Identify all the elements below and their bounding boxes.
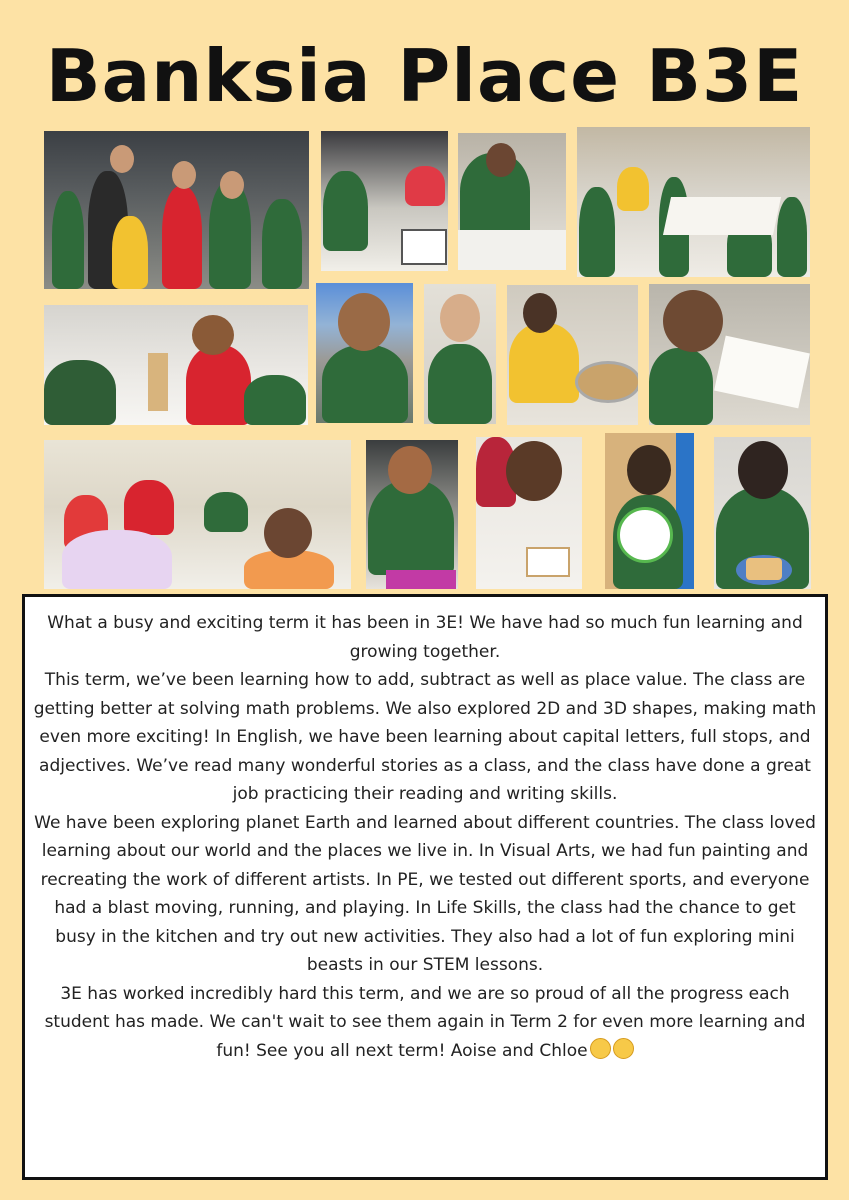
block-tower-photo bbox=[44, 305, 308, 425]
art-student-photo bbox=[366, 440, 458, 589]
fairy-bread-photo bbox=[714, 437, 811, 589]
page-title: Banksia Place B3E bbox=[45, 34, 804, 118]
intro-paragraph: What a busy and exciting term it has been in 3E! We have had so much fun learning and growing together. bbox=[47, 613, 803, 662]
closing-text: 3E has worked incredibly hard this term, and we are so proud of all the progress each student has made. We can't wait to see them again in Term 2 for even more learning and fun! See you all next term! Aoise and Chloe bbox=[44, 983, 806, 1061]
smile-emoji-icon bbox=[590, 1038, 611, 1059]
activities-paragraph: We have been exploring planet Earth and learned about different countries. The class loved learning about our world and the places we live in. In Visual Arts, we had fun painting and recreating the work of different artists. In PE, we tested out different sports, and everyone had a blast moving, running, and playing. In Life Skills, the class had the chance to get busy in the kitchen and try out new activities. They also had a lot of fun exploring mini beasts in our STEM lessons. bbox=[34, 812, 816, 975]
worksheet-photo bbox=[649, 284, 810, 425]
smile-emoji-icon bbox=[613, 1038, 634, 1059]
collage-photo bbox=[476, 437, 582, 589]
closing-paragraph bbox=[25, 980, 825, 1066]
glasses-student-photo bbox=[424, 284, 496, 424]
painting-group-photo bbox=[44, 440, 351, 589]
writing-photo bbox=[458, 133, 566, 270]
term-summary-box bbox=[22, 594, 828, 1180]
cooking-photo bbox=[507, 285, 638, 425]
group-photo bbox=[44, 131, 309, 289]
math-english-paragraph: This term, we’ve been learning how to add, subtract as well as place value. The class are getting better at solving math problems. We also explored 2D and 3D shapes, making math even more exciting! In English, we have been learning about capital letters, full stops, and adjectives. We’ve read many wonderful stories as a class, and the class have done a great job practicing their reading and writing skills. bbox=[33, 670, 817, 804]
basketball-photo bbox=[605, 433, 694, 589]
class-table-photo bbox=[577, 127, 810, 277]
smiling-student-photo bbox=[316, 283, 413, 423]
earth-sorting-photo bbox=[321, 131, 448, 271]
